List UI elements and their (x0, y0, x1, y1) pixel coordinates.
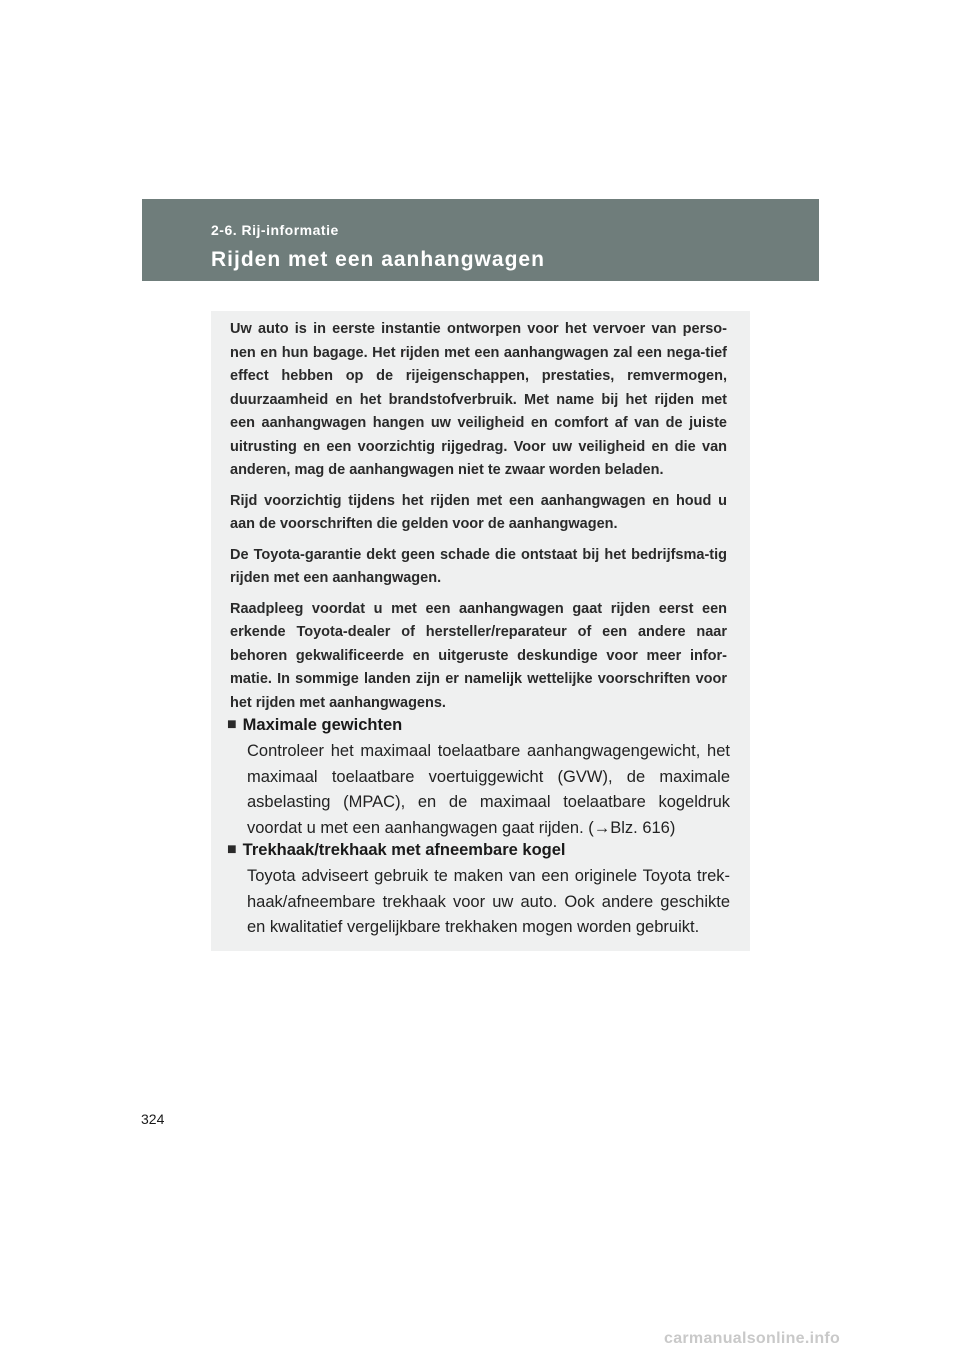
watermark: carmanualsonline.info (664, 1330, 841, 1347)
square-bullet-icon: ■ (227, 716, 237, 733)
section-heading-text: Trekhaak/trekhaak met afneembare kogel (242, 841, 566, 859)
section-body: Controleer het maximaal toelaatbare aanhangwagengewicht, het maximaal toelaatbare voertuiggewicht (GVW), de maximale asbelasting (MPAC), en de maximaal toelaatbare kogeldruk voordat u met een aanhangwagen gaat rijden. (→Blz. 616) (247, 742, 730, 837)
intro-paragraph: De Toyota-garantie dekt geen schade die ontstaat bij het bedrijfsma-tig rijden met een aanhangwagen. (230, 546, 727, 586)
section-heading (227, 713, 730, 737)
page-number: 324 (141, 1111, 165, 1127)
section-label: 2-6. Rij-informatie (211, 222, 339, 238)
content-box (211, 311, 750, 951)
section-maximale-gewichten (227, 713, 730, 841)
section-body: Toyota adviseert gebruik te maken van een originele Toyota trek-haak/afneembare trekhaak voor uw auto. Ook andere geschikte en kwalitatief vergelijkbare trekhaken mogen worden gebruikt. (247, 867, 730, 936)
section-trekhaak (227, 838, 730, 941)
section-heading-text: Maximale gewichten (242, 716, 403, 734)
intro-paragraph: Rijd voorzichtig tijdens het rijden met een aanhangwagen en houd u aan de voorschriften die gelden voor de aanhangwagen. (230, 492, 727, 532)
intro-paragraph: Uw auto is in eerste instantie ontworpen voor het vervoer van perso-nen en hun bagage. Het rijden met een aanhangwagen zal een nega-tief effect hebben op de rijeigenschappen, prestaties, remvermogen, duurzaamheid en het brandstofverbruik. Met name bij het rijden met een aanhangwagen hangen uw veiligheid en comfort af van de juiste uitrusting en een voorzichtig rijgedrag. Voor uw veiligheid en die van anderen, mag de aanhangwagen niet te zwaar worden beladen. (230, 321, 727, 478)
section-heading (227, 838, 730, 862)
chapter-header (142, 199, 819, 281)
page-title: Rijden met een aanhangwagen (211, 248, 545, 271)
intro-paragraph: Raadpleeg voordat u met een aanhangwagen gaat rijden eerst een erkende Toyota-dealer of hersteller/reparateur of een andere naar behoren gekwalificeerde en uitgeruste deskundige voor meer infor-matie. In sommige landen zijn er namelijk wettelijke voorschriften voor het rijden met aanhangwagens. (230, 600, 727, 711)
square-bullet-icon: ■ (227, 841, 237, 858)
intro-text (230, 318, 727, 722)
